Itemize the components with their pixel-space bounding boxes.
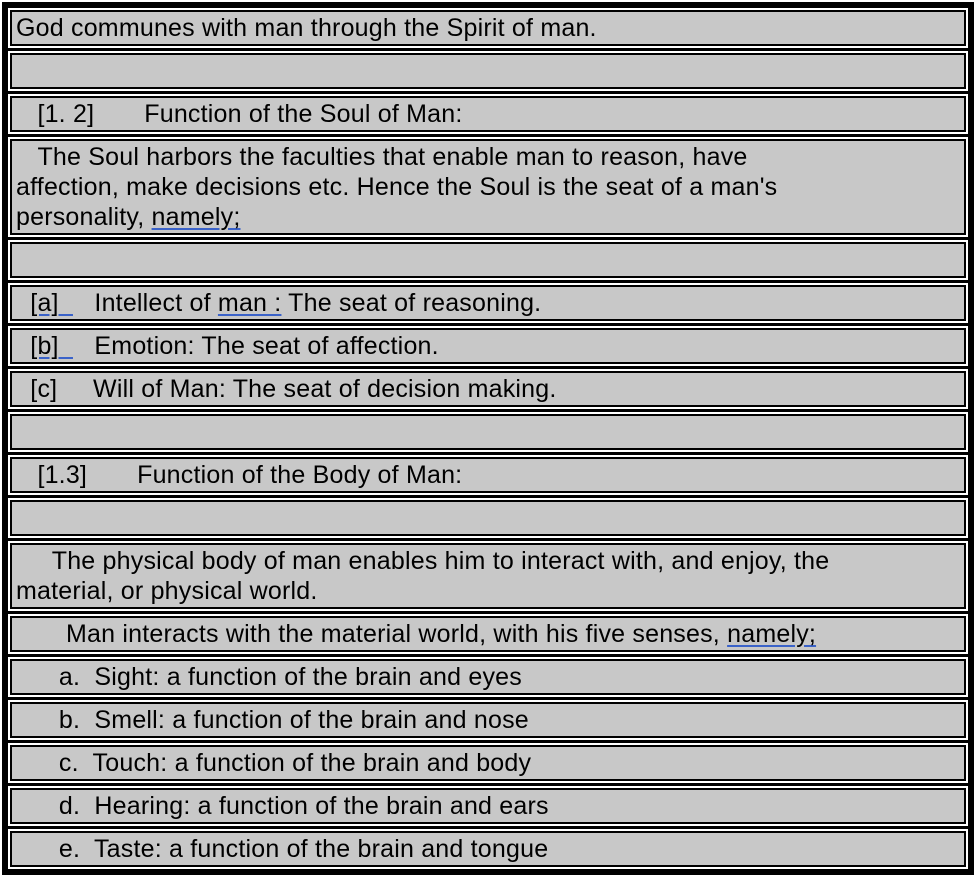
row-line (16, 576, 960, 606)
table-row-body-paragraph (10, 543, 966, 609)
row-line (16, 460, 960, 490)
table-row-item-c (10, 371, 966, 407)
underlined-link-text[interactable]: namely; (151, 203, 241, 231)
row-text: [1.3] Function of the Body of Man: (16, 461, 463, 489)
table-row-heading-1-2 (10, 96, 966, 132)
row-line (16, 172, 960, 202)
row-text: The seat of reasoning. (281, 289, 542, 317)
row-line (16, 99, 960, 129)
underlined-link-text[interactable]: namely; (727, 620, 817, 648)
row-text: personality, (16, 203, 152, 231)
row-text: The Soul harbors the faculties that enable man to reason, have (16, 143, 748, 171)
table-row-sense-taste (10, 831, 966, 867)
row-line (16, 202, 960, 232)
table-row-sense-sight (10, 659, 966, 695)
row-line (16, 705, 960, 735)
row-line (16, 142, 960, 172)
underlined-link-text[interactable]: [a] (30, 289, 73, 317)
row-text: affection, make decisions etc. Hence the Soul is the seat of a man's (16, 173, 778, 201)
row-text: [c] Will of Man: The seat of decision making. (16, 375, 557, 403)
table-row-heading-1-3 (10, 457, 966, 493)
row-text: Man interacts with the material world, with his five senses, (16, 620, 728, 648)
table-rows (10, 10, 966, 867)
table-row-item-b (10, 328, 966, 364)
row-text: d. Hearing: a function of the brain and ears (16, 792, 549, 820)
underlined-link-text[interactable]: man : (217, 289, 282, 317)
row-line (16, 331, 960, 361)
row-text: [1. 2] Function of the Soul of Man: (16, 100, 463, 128)
row-text: b. Smell: a function of the brain and nose (16, 706, 529, 734)
row-line (16, 619, 960, 649)
row-text: Intellect of (72, 289, 218, 317)
underlined-link-text[interactable]: [b] (30, 332, 73, 360)
row-line (16, 374, 960, 404)
row-text: Emotion: The seat of affection. (72, 332, 439, 360)
row-text: God communes with man through the Spirit of man. (16, 14, 597, 42)
row-line (16, 13, 960, 43)
table-row-intro-spirit (10, 10, 966, 46)
table-row-senses-intro (10, 616, 966, 652)
row-line (16, 834, 960, 864)
row-line (16, 662, 960, 692)
row-text: material, or physical world. (16, 577, 318, 605)
row-line (16, 288, 960, 318)
table-row-spacer (10, 414, 966, 450)
table-row-sense-hearing (10, 788, 966, 824)
table-row-spacer (10, 242, 966, 278)
row-text (16, 289, 30, 317)
row-line (16, 546, 960, 576)
document-table (2, 2, 974, 875)
row-line (16, 748, 960, 778)
row-text: c. Touch: a function of the brain and body (16, 749, 532, 777)
table-row-item-a (10, 285, 966, 321)
table-row-spacer (10, 53, 966, 89)
table-row-soul-paragraph (10, 139, 966, 235)
row-line (16, 791, 960, 821)
row-text: a. Sight: a function of the brain and eyes (16, 663, 522, 691)
table-row-sense-touch (10, 745, 966, 781)
row-text: The physical body of man enables him to interact with, and enjoy, the (16, 547, 830, 575)
table-row-sense-smell (10, 702, 966, 738)
row-text (16, 332, 30, 360)
table-row-spacer (10, 500, 966, 536)
row-text: e. Taste: a function of the brain and tongue (16, 835, 549, 863)
